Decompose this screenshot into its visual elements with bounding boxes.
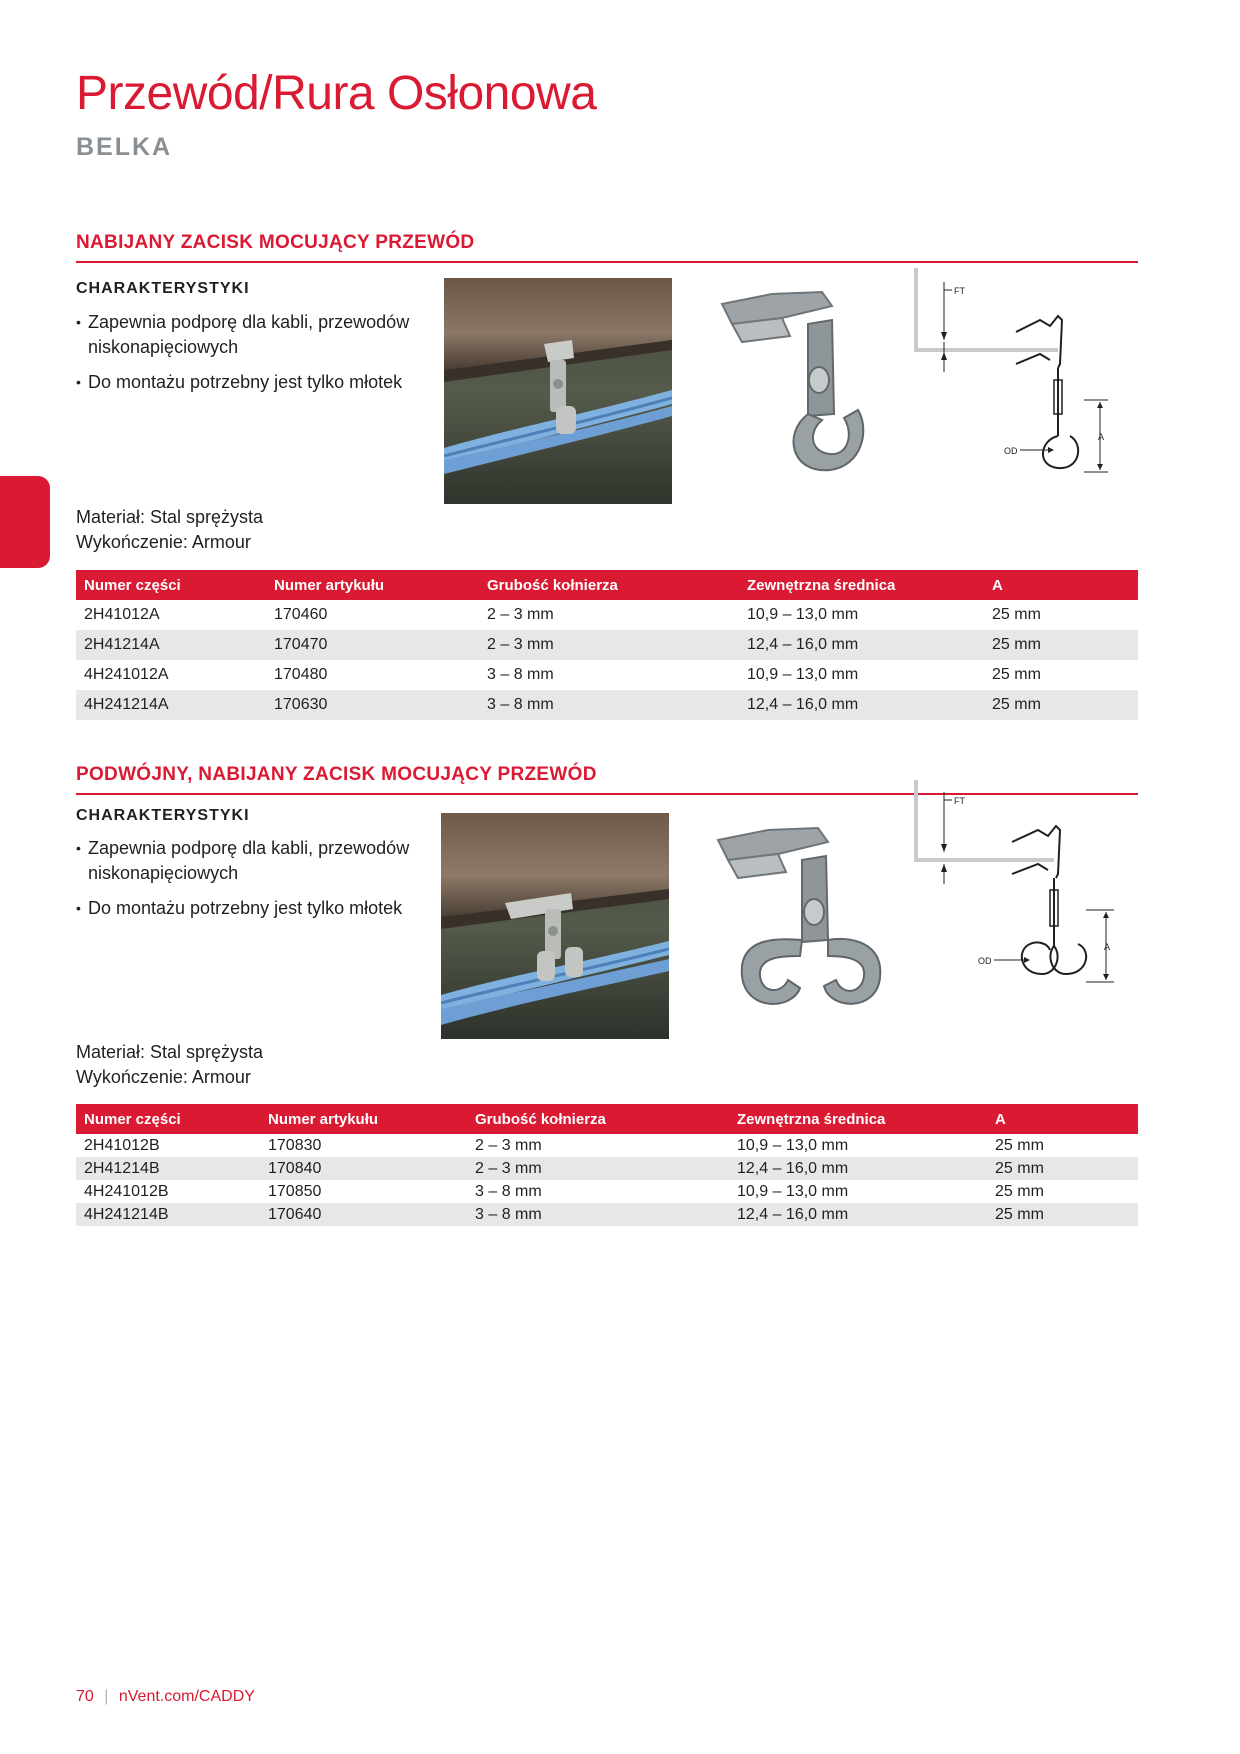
cell-flange-thickness: 3 – 8 mm [487,666,554,683]
page-subtitle: BELKA [76,133,173,161]
cell-flange-thickness: 2 – 3 mm [467,1157,729,1180]
cell-part-number: 4H241214A [76,690,266,720]
col-header: Numer artykułu [266,570,479,600]
dimension-diagram [902,760,1122,992]
cell-article-number: 170830 [268,1136,322,1154]
col-header: Numer części [76,570,266,600]
product-image [712,284,892,480]
section-single-clip [76,232,1138,722]
cell-part-number: 2H41214A [76,630,266,660]
section-heading: NABIJANY ZACISK MOCUJĄCY PRZEWÓD [76,232,1138,263]
cell-outer-diameter: 10,9 – 13,0 mm [747,606,859,623]
cell-a: 25 mm [995,1136,1044,1154]
cell-a: 25 mm [984,690,1138,720]
cell-flange-thickness: 2 – 3 mm [475,1136,542,1154]
cell-article-number: 170640 [260,1203,467,1226]
features-heading: CHARAKTERYSTYKI [76,280,250,297]
cell-part-number: 4H241012B [84,1182,169,1200]
footer-link[interactable]: nVent.com/CADDY [118,1688,255,1705]
cell-a: 25 mm [984,630,1138,660]
cell-a: 25 mm [987,1203,1138,1226]
cell-part-number: 2H41214B [76,1157,260,1180]
diagram-label-a: A [1098,432,1105,442]
col-header: Numer części [76,1104,260,1134]
product-image [708,816,898,1016]
cell-a: 25 mm [987,1157,1138,1180]
material-text: Materiał: Stal sprężysta [76,507,264,527]
cell-outer-diameter: 12,4 – 16,0 mm [729,1157,987,1180]
finish-text: Wykończenie: Armour [76,1067,251,1087]
page-number: 70 [76,1688,94,1705]
col-header: A [987,1104,1138,1134]
feature-item: • Do montażu potrzebny jest tylko młotek [76,370,446,395]
col-header: Zewnętrzna średnica [739,570,984,600]
section-double-clip [76,764,1138,1234]
features-heading: CHARAKTERYSTYKI [76,807,250,824]
cell-flange-thickness: 3 – 8 mm [475,1182,542,1200]
cell-a: 25 mm [992,606,1041,623]
page-footer [76,1688,255,1706]
application-photo [441,813,669,1039]
cell-outer-diameter: 10,9 – 13,0 mm [747,666,859,683]
cell-outer-diameter: 12,4 – 16,0 mm [739,690,984,720]
cell-outer-diameter: 10,9 – 13,0 mm [737,1136,849,1154]
finish-text: Wykończenie: Armour [76,532,251,552]
cell-article-number: 170850 [268,1182,322,1200]
cell-article-number: 170630 [266,690,479,720]
features-list [76,836,446,931]
table-header-row [76,570,1138,600]
table-row [76,1157,1138,1180]
dimension-diagram [908,260,1118,482]
cell-outer-diameter: 10,9 – 13,0 mm [737,1182,849,1200]
diagram-label-a: A [1104,942,1111,952]
cell-flange-thickness: 3 – 8 mm [479,690,739,720]
cell-article-number: 170470 [266,630,479,660]
cell-part-number: 4H241214B [76,1203,260,1226]
table-header-row [76,1104,1138,1134]
cell-outer-diameter: 12,4 – 16,0 mm [729,1203,987,1226]
cell-article-number: 170840 [260,1157,467,1180]
table-row [76,1180,1138,1203]
cell-part-number: 2H41012A [84,606,160,623]
cell-article-number: 170460 [274,606,328,623]
col-header: Zewnętrzna średnica [729,1104,987,1134]
material-block [76,1040,263,1090]
cell-article-number: 170480 [274,666,328,683]
diagram-label-od: OD [978,956,992,966]
table-row [76,690,1138,720]
table-row [76,660,1138,690]
footer-separator: | [104,1688,109,1705]
cell-part-number: 4H241012A [84,666,169,683]
col-header: Grubość kołnierza [467,1104,729,1134]
cell-outer-diameter: 12,4 – 16,0 mm [739,630,984,660]
table-row [76,630,1138,660]
cell-a: 25 mm [995,1182,1044,1200]
feature-item: • Zapewnia podporę dla kabli, przewodów niskonapięciowych [76,310,446,360]
col-header: Grubość kołnierza [479,570,739,600]
diagram-label-ft: FT [954,286,965,296]
application-photo [444,278,672,504]
feature-item: • Do montażu potrzebny jest tylko młotek [76,896,446,921]
cell-flange-thickness: 3 – 8 mm [467,1203,729,1226]
features-list [76,310,446,405]
section-heading: PODWÓJNY, NABIJANY ZACISK MOCUJĄCY PRZEWÓD [76,764,1138,795]
table-row [76,1203,1138,1226]
cell-flange-thickness: 2 – 3 mm [487,606,554,623]
table-row [76,1134,1138,1157]
col-header: Numer artykułu [260,1104,467,1134]
side-tab-marker [0,476,50,568]
page-title: Przewód/Rura Osłonowa [76,67,597,120]
material-block [76,505,263,555]
col-header: A [984,570,1138,600]
cell-flange-thickness: 2 – 3 mm [479,630,739,660]
spec-table [76,1104,1138,1226]
feature-item: • Zapewnia podporę dla kabli, przewodów niskonapięciowych [76,836,446,886]
spec-table [76,570,1138,720]
material-text: Materiał: Stal sprężysta [76,1042,264,1062]
diagram-label-od: OD [1004,446,1018,456]
diagram-label-ft: FT [954,796,965,806]
cell-part-number: 2H41012B [84,1136,160,1154]
cell-a: 25 mm [992,666,1041,683]
table-row [76,600,1138,630]
